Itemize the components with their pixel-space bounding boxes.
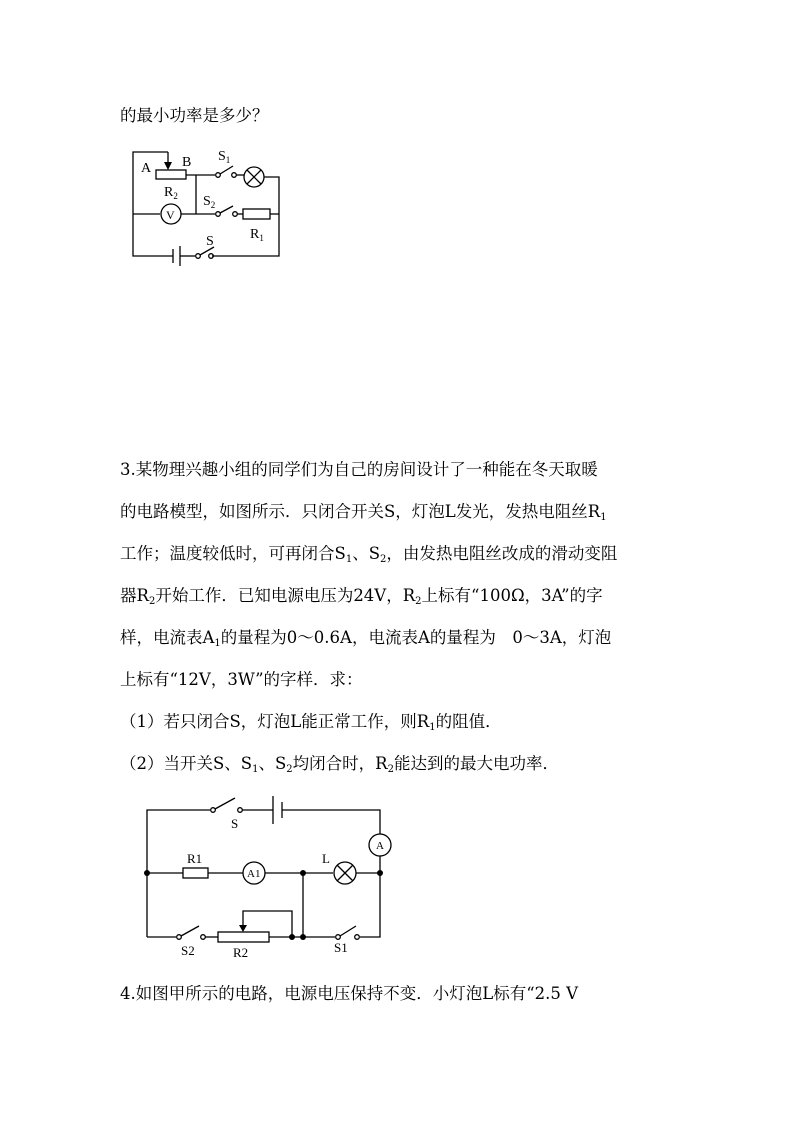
label-r1: R1 [187,851,203,866]
r2-rheostat [218,932,269,942]
label-s1: S1 [334,940,348,955]
label-s: S [231,816,239,831]
label-r1: $R_1$ [250,227,264,243]
r1-resistor [183,868,208,878]
label-b: B [182,155,192,170]
q3-line-3: 工作；温度较低时，可再闭合$S_1$、$S_2$，由发热电阻丝改成的滑动变阻 [120,544,618,565]
label-s1: $S_1$ [218,149,231,165]
label-l: L [322,851,330,866]
label-v: V [166,208,175,222]
q3-line-5: 样，电流表$A_1$的量程为0～0.6A，电流表A的量程为 0～3A，灯泡 [120,628,612,649]
label-r2: $R_2$ [164,185,178,201]
q3-part-2: （2）当开关S、$S_1$、$S_2$均闭合时，$R_2$能达到的最大电功率． [120,754,559,775]
label-a1: A1 [247,868,261,880]
label-s2: $S_2$ [203,194,216,210]
q3-line-6: 上标有“12V，3W”的字样．求： [120,670,363,689]
switch-s1 [336,935,341,940]
q3-line-2: 的电路模型，如图所示．只闭合开关S，灯泡L发光，发热电阻丝$R_1$ [120,502,607,523]
q4-line-1: 4.如图甲所示的电路，电源电压保持不变．小灯泡L标有“2.5 V [120,984,579,1003]
label-s: S [206,234,214,249]
question-2-tail: 的最小功率是多少？ [120,106,269,125]
switch-s2 [177,935,182,940]
label-a: A [141,161,152,176]
label-s2: S2 [181,943,195,958]
q3-line-1: 3.某物理兴趣小组的同学们为自己的房间设计了一种能在冬天取暖 [120,460,598,479]
q3-line-4: 器$R_2$开始工作．已知电源电压为24V，$R_2$上标有“100Ω，3A”的字 [120,586,603,607]
label-r2: R2 [233,945,249,960]
q3-part-1: （1）若只闭合S，灯泡L能正常工作，则$R_1$的阻值． [120,712,502,733]
label-a: A [376,840,384,852]
switch-s [211,808,216,813]
